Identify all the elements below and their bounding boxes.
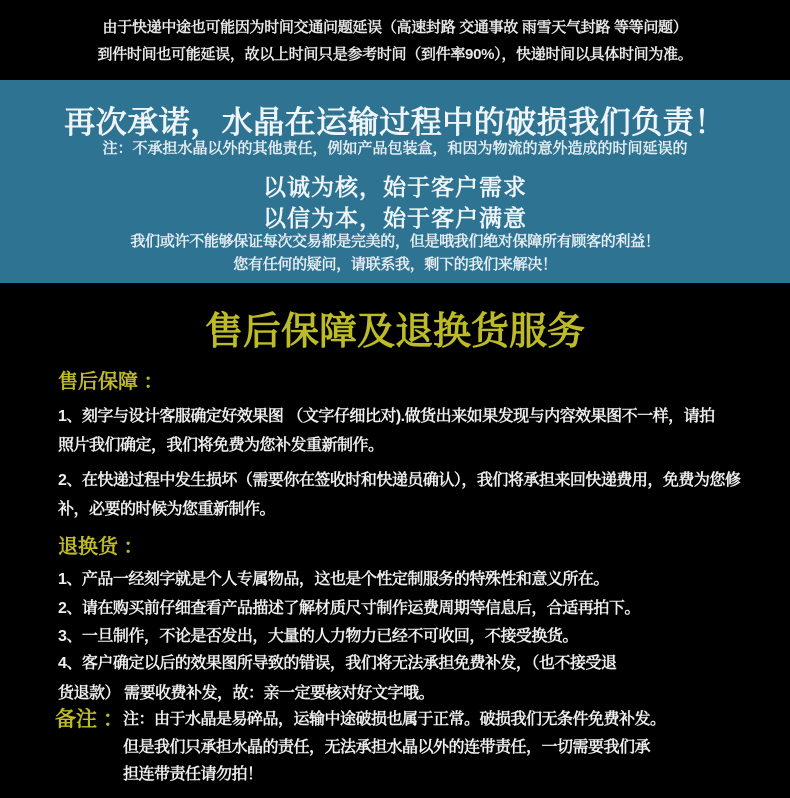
remark-text bbox=[123, 706, 770, 789]
guarantee-heading: 售后保障 ： bbox=[58, 371, 164, 393]
guarantee-p2-line-1: 2、在快递过程中发生损坏（需要你在签收时和快递员确认），我们将承担来回快递费用，免费为您修 bbox=[58, 472, 741, 489]
shipping-notice-line-2: 到件时间也可能延误，故以上时间只是参考时间（到件率90%），快递时间以具体时间为准。 bbox=[97, 46, 693, 63]
remark-line-3: 担连带责任请勿拍！ bbox=[123, 766, 263, 783]
returns-heading: 退换货 ： bbox=[58, 536, 144, 558]
guarantee-p2-line-2: 补，必要的时候为您重新制作。 bbox=[58, 501, 276, 518]
remark-line-2: 但是我们只承担水晶的责任，无法承担水晶以外的连带责任，一切需要我们承 bbox=[123, 738, 651, 756]
guarantee-p1-line-2: 照片我们确定，我们将免费为您补发重新制作。 bbox=[58, 437, 384, 454]
promise-line-2: 您有任何的疑问，请联系我，剩下的我们来解决！ bbox=[233, 256, 557, 273]
promise-banner-title: 再次承诺，水晶在运输过程中的破损我们负责！ bbox=[64, 105, 726, 140]
remark-heading: 备注 ： bbox=[55, 708, 124, 731]
guarantee-paragraph-1 bbox=[58, 402, 760, 460]
slogan-line-1: 以诚为核，始于客户需求 bbox=[263, 174, 527, 200]
guarantee-paragraph-2 bbox=[58, 466, 760, 524]
returns-item-4-line-1: 4、客户确定以后的效果图所导致的错误，我们将无法承担免费补发，（也不接受退 bbox=[58, 655, 617, 672]
promise-banner-note: 注：不承担水晶以外的其他责任，例如产品包装盒，和因为物流的意外造成的时间延误的 bbox=[102, 140, 688, 157]
shipping-delay-notice bbox=[0, 14, 790, 68]
shipping-notice-line-1: 由于快递中途也可能因为时间交通问题延误（高速封路 交通事故 雨雪天气封路 等等问题） bbox=[102, 19, 688, 36]
guarantee-p1-line-1: 1、刻字与设计客服确定好效果图 （文字仔细比对).做货出来如果发现与内容效果图不一样，请拍 bbox=[58, 408, 715, 425]
returns-item-1: 1、产品一经刻字就是个人专属物品，这也是个性定制服务的特殊性和意义所在。 bbox=[58, 571, 609, 588]
returns-item-2: 2、请在购买前仔细查看产品描述了解材质尺寸制作运费周期等信息后，合适再拍下。 bbox=[58, 600, 640, 617]
promise-line-1: 我们或许不能够保证每次交易都是完美的，但是哦我们绝对保障所有顾客的利益！ bbox=[130, 233, 660, 250]
remark-line-1: 注：由于水晶是易碎品，运输中途破损也属于正常。破损我们无条件免费补发。 bbox=[123, 711, 666, 728]
returns-item-4-line-2: 货退款） 需要收费补发，故：亲一定要核对好文字哦。 bbox=[58, 685, 434, 702]
slogan-line-2: 以信为本，始于客户满意 bbox=[263, 205, 527, 231]
returns-item-3: 3、一旦制作，不论是否发出，大量的人力物力已经不可收回，不接受换货。 bbox=[58, 628, 578, 645]
after-sales-title: 售后保障及退换货服务 bbox=[204, 311, 585, 353]
returns-item-4 bbox=[58, 649, 760, 709]
